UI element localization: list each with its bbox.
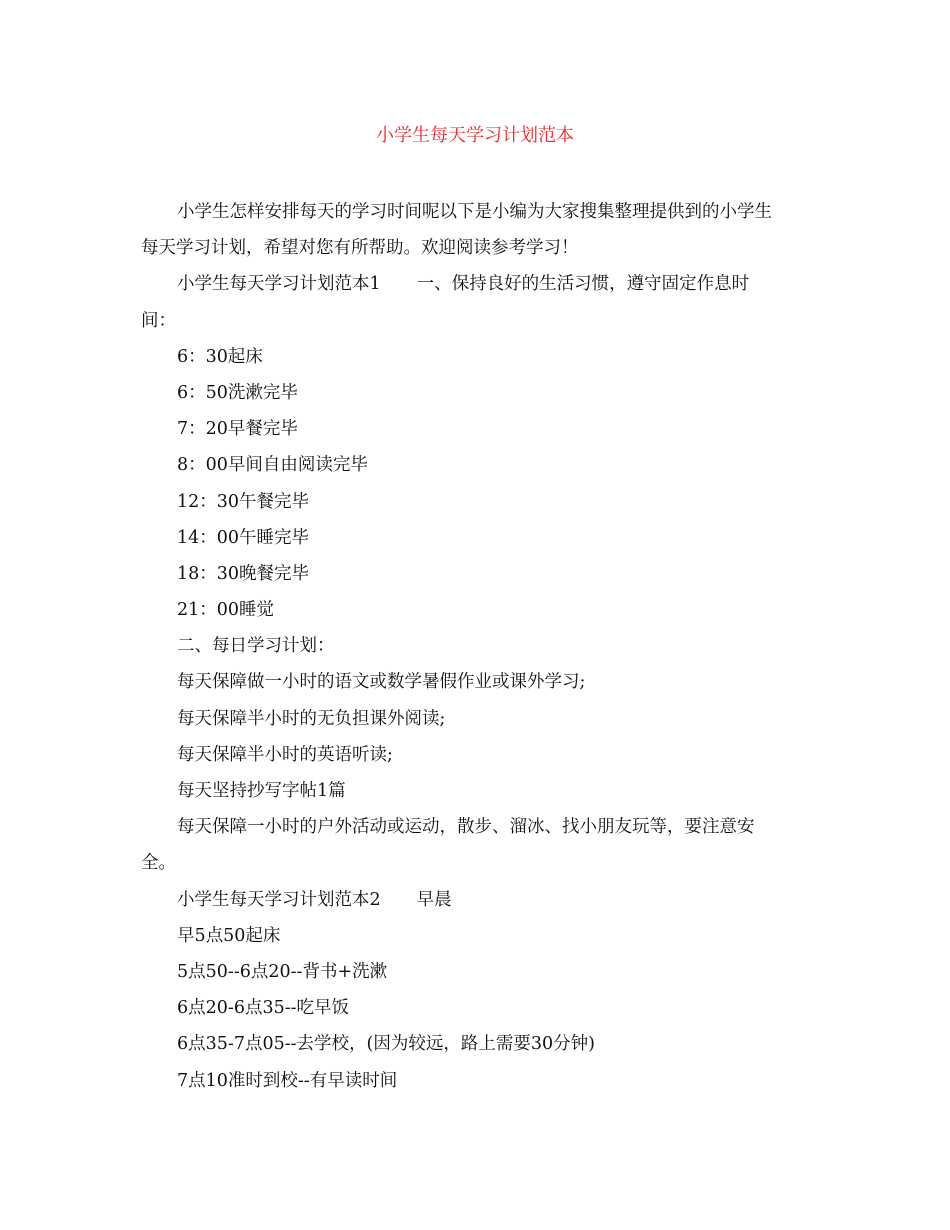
schedule-item: 21：00睡觉 [177, 600, 275, 621]
document-title: 小学生每天学习计划范本 [376, 125, 574, 146]
plan2-item: 5点50--6点20--背书+洗漱 [177, 961, 388, 982]
plan2-item: 6点35-7点05--去学校，(因为较远，路上需要30分钟) [177, 1034, 595, 1055]
intro-line-2: 每天学习计划，希望对您有所帮助。欢迎阅读参考学习！ [141, 238, 579, 259]
section2-title: 二、每日学习计划： [177, 636, 335, 657]
outdoor-line-1: 每天保障一小时的户外活动或运动，散步、溜冰、找小朋友玩等，要注意安 [177, 817, 755, 838]
section1-title: 一、保持良好的生活习惯，遵守固定作息时 [416, 274, 750, 295]
plan2-heading-line [141, 882, 811, 918]
plan2-item: 7点10准时到校--有早读时间 [177, 1070, 398, 1091]
plan2-heading: 小学生每天学习计划范本2 [177, 889, 381, 910]
schedule-item: 6：30起床 [177, 346, 263, 367]
schedule-item: 12：30午餐完毕 [177, 491, 310, 512]
study-item: 每天保障半小时的无负担课外阅读; [177, 708, 446, 729]
plan1-heading-line [141, 266, 811, 302]
schedule-item: 14：00午睡完毕 [177, 527, 310, 548]
study-item: 每天保障做一小时的语文或数学暑假作业或课外学习; [177, 672, 586, 693]
plan2-item: 早5点50起床 [177, 925, 281, 946]
schedule-item: 18：30晚餐完毕 [177, 563, 310, 584]
plan2-item: 6点20-6点35--吃早饭 [177, 998, 350, 1019]
document-body [141, 194, 811, 1099]
study-item: 每天坚持抄写字帖1篇 [177, 781, 346, 801]
schedule-item: 6：50洗漱完毕 [177, 382, 298, 403]
section1-title-continued: 间： [141, 310, 176, 331]
plan1-heading: 小学生每天学习计划范本1 [177, 274, 381, 295]
plan2-subheading: 早晨 [416, 889, 452, 910]
intro-line-1: 小学生怎样安排每天的学习时间呢以下是小编为大家搜集整理提供到的小学生 [177, 202, 772, 222]
schedule-item: 8：00早间自由阅读完毕 [177, 455, 368, 476]
schedule-item: 7：20早餐完毕 [177, 419, 298, 440]
outdoor-line-2: 全。 [141, 853, 176, 874]
study-item: 每天保障半小时的英语听读; [177, 744, 393, 765]
